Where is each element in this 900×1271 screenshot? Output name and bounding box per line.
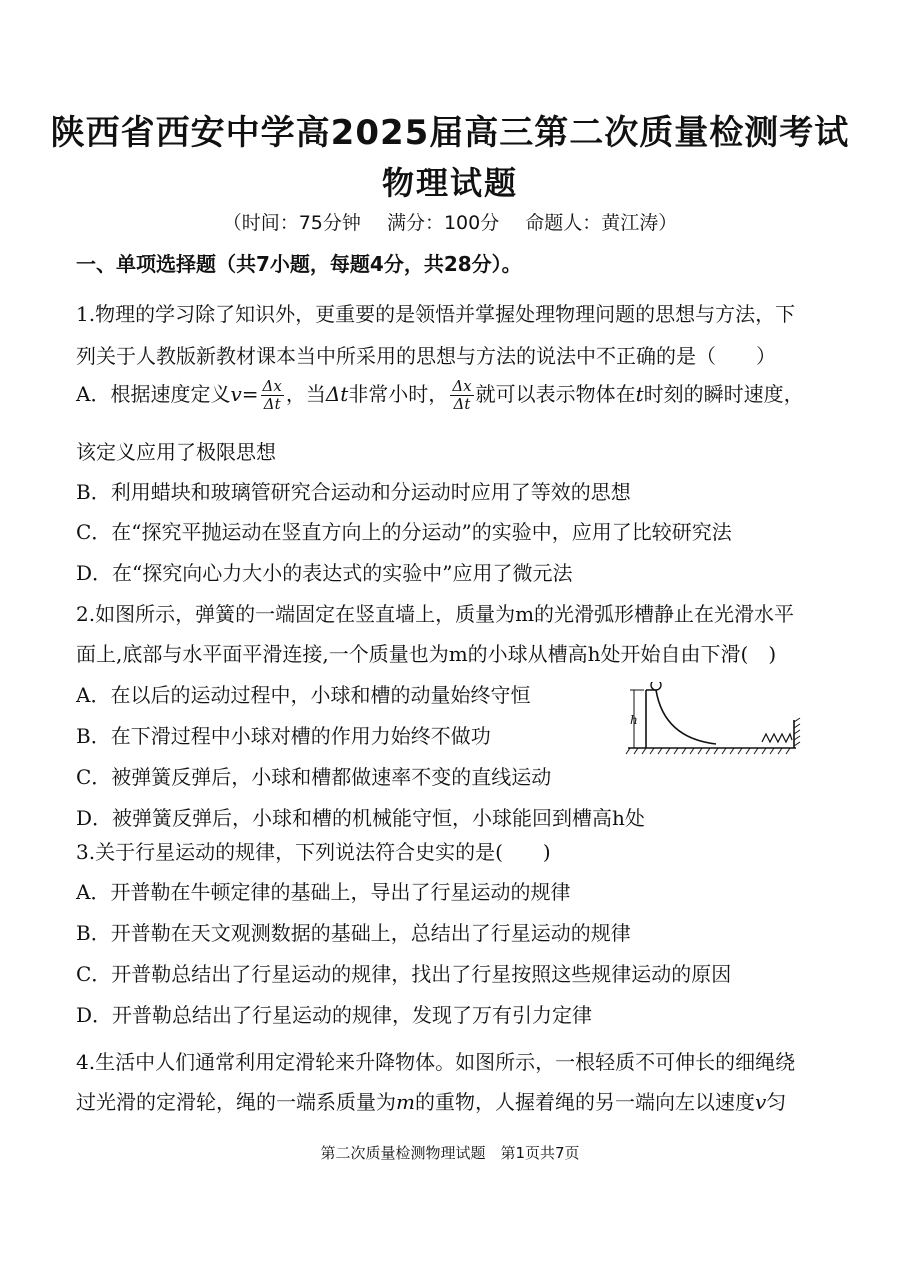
q4-stem-line1: 4.生活中人们通常利用定滑轮来升降物体。如图所示，一根轻质不可伸长的细绳绕 bbox=[76, 1050, 796, 1074]
q1-a-mid2: 非常小时， bbox=[348, 382, 449, 406]
fraction-numerator: Δx bbox=[452, 377, 472, 395]
ground-line bbox=[626, 748, 796, 754]
q3-option-d: D．开普勒总结出了行星运动的规律，发现了万有引力定律 bbox=[76, 1003, 593, 1027]
spring-groove-figure bbox=[624, 682, 804, 760]
q1-option-b: B．利用蜡块和玻璃管研究合运动和分运动时应用了等效的思想 bbox=[76, 480, 631, 504]
q2-option-c: C．被弹簧反弹后，小球和槽都做速率不变的直线运动 bbox=[76, 765, 552, 789]
q4-mass-symbol: m bbox=[396, 1090, 415, 1114]
fraction-numerator: Δx bbox=[262, 377, 282, 395]
q3-stem: 3.关于行星运动的规律，下列说法符合史实的是( ) bbox=[76, 840, 551, 864]
q3-option-b: B．开普勒在天文观测数据的基础上，总结出了行星运动的规律 bbox=[76, 921, 631, 945]
velocity-fraction-2 bbox=[450, 378, 473, 413]
q2-option-b: B．在下滑过程中小球对槽的作用力始终不做功 bbox=[76, 724, 491, 748]
spring bbox=[762, 734, 792, 742]
q1-option-a bbox=[76, 378, 804, 413]
q2-option-d: D．被弹簧反弹后，小球和槽的机械能守恒，小球能回到槽高h处 bbox=[76, 806, 645, 830]
exam-subtitle: 物理试题 bbox=[381, 164, 518, 202]
q3-option-c: C．开普勒总结出了行星运动的规律，找出了行星按照这些规律运动的原因 bbox=[76, 962, 732, 986]
q1-option-d: D．在“探究向心力大小的表达式的实验中”应用了微元法 bbox=[76, 561, 573, 585]
q2-stem-line2: 面上,底部与水平面平滑连接,一个质量也为m的小球从槽高h处开始自由下滑( ) bbox=[76, 642, 777, 666]
section-heading: 一、单项选择题（共7小题，每题4分，共28分）。 bbox=[76, 252, 522, 276]
q1-option-a-line2: 该定义应用了极限思想 bbox=[76, 440, 276, 464]
exam-time: （时间：75分钟 bbox=[222, 212, 361, 234]
q1-a-mid3: 就可以表示物体在 bbox=[475, 382, 636, 406]
q4-line2-c: 匀 bbox=[766, 1090, 787, 1114]
q1-a-t: t bbox=[635, 382, 644, 406]
q2-stem-line1: 2.如图所示，弹簧的一端固定在竖直墙上，质量为m的光滑弧形槽静止在光滑水平 bbox=[76, 602, 795, 626]
page-footer: 第二次质量检测物理试题 第1页共7页 bbox=[320, 1144, 580, 1162]
q1-a-v: v bbox=[230, 382, 242, 406]
q4-velocity-symbol: v bbox=[754, 1090, 767, 1114]
exam-score: 满分：100分 bbox=[386, 212, 500, 234]
q4-line2-a: 过光滑的定滑轮，绳的一端系质量为 bbox=[76, 1090, 396, 1114]
exam-title: 陕西省西安中学高2025届高三第二次质量检测考试 bbox=[50, 113, 850, 153]
fraction-denominator: Δt bbox=[453, 395, 471, 413]
q1-stem-line1: 1.物理的学习除了知识外，更重要的是领悟并掌握处理物理问题的思想与方法，下 bbox=[76, 302, 796, 326]
ball bbox=[651, 682, 661, 690]
q2-option-a: A．在以后的运动过程中，小球和槽的动量始终守恒 bbox=[76, 683, 531, 707]
q4-line2-b: 的重物，人握着绳的另一端向左以速度 bbox=[414, 1090, 755, 1114]
q1-option-c: C．在“探究平抛运动在竖直方向上的分运动”的实验中，应用了比较研究法 bbox=[76, 520, 732, 544]
q1-a-eq: = bbox=[241, 382, 259, 406]
arc-groove bbox=[646, 690, 716, 748]
height-label: h bbox=[630, 713, 638, 727]
q1-a-mid1: ，当 bbox=[285, 382, 326, 406]
q4-stem-line2 bbox=[76, 1086, 786, 1115]
height-marker bbox=[630, 690, 644, 748]
fraction-denominator: Δt bbox=[263, 395, 281, 413]
velocity-fraction bbox=[261, 378, 284, 413]
exam-meta bbox=[0, 208, 900, 235]
exam-author: 命题人：黄江涛） bbox=[525, 212, 678, 234]
q1-a-prefix: A．根据速度定义 bbox=[76, 382, 231, 406]
q1-stem-line2: 列关于人教版新教材课本当中所采用的思想与方法的说法中不正确的是（ ） bbox=[76, 344, 776, 368]
q1-a-end: 时刻的瞬时速度， bbox=[643, 382, 804, 406]
q3-option-a: A．开普勒在牛顿定律的基础上，导出了行星运动的规律 bbox=[76, 880, 571, 904]
q1-a-dt: Δt bbox=[325, 382, 349, 406]
wall bbox=[794, 718, 800, 748]
